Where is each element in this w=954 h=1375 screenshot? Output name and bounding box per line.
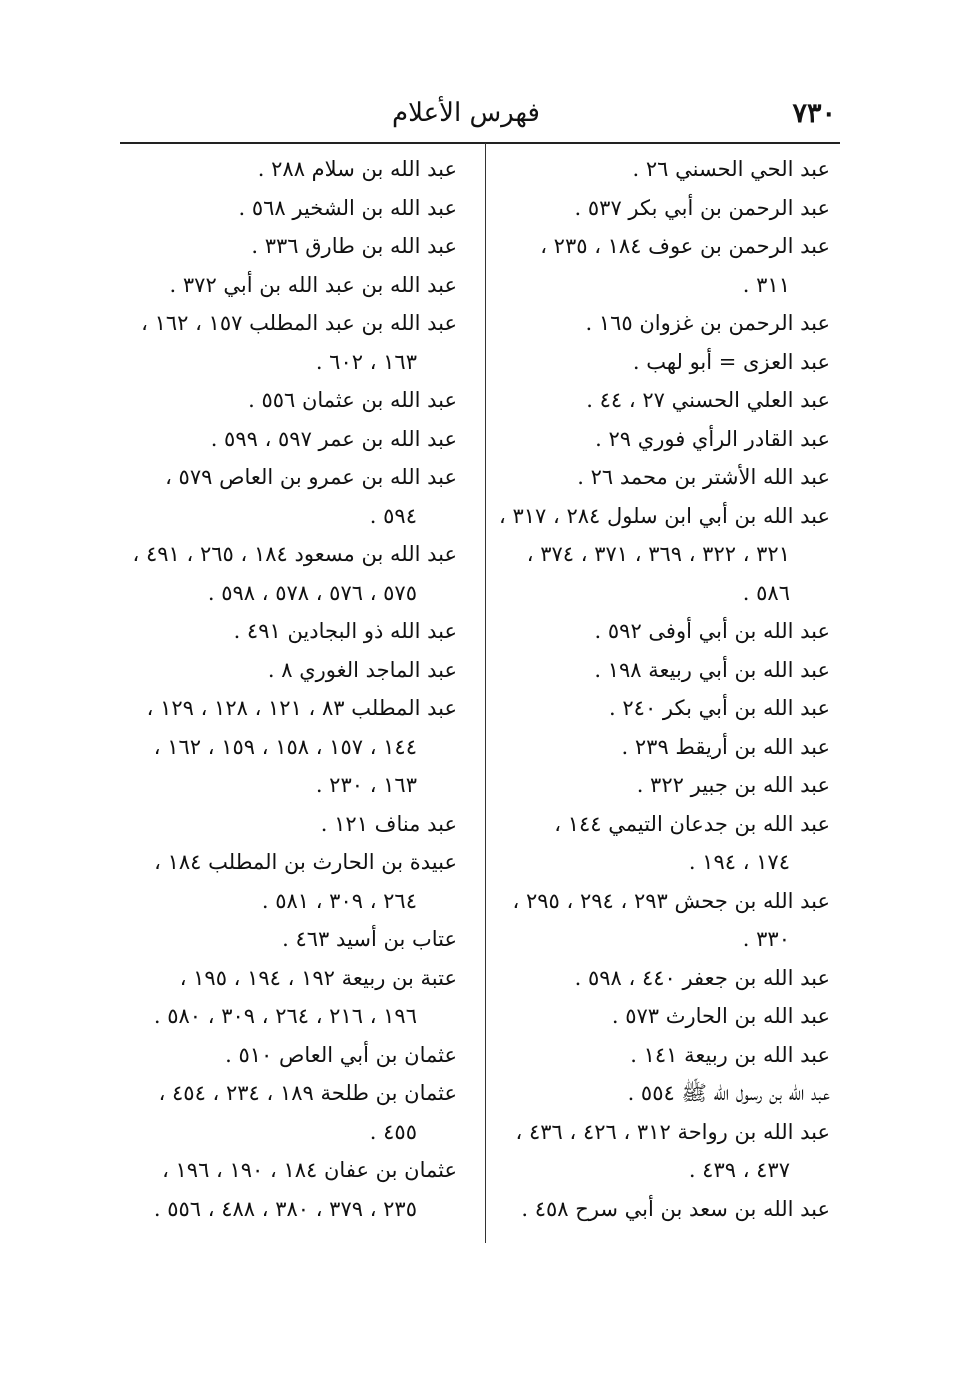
index-entry-line: عبد الرحمن بن غزوان ١٦٥ . [585, 311, 830, 335]
index-entry-line: عبد الله بن أبي بكر ٢٤٠ . [609, 696, 830, 720]
index-entry [498, 651, 830, 690]
index-entry [498, 1190, 830, 1229]
column-divider [485, 143, 486, 1243]
index-entry [127, 420, 457, 459]
index-entry [127, 227, 457, 266]
index-entry [127, 612, 457, 651]
index-entry-line: عبد الله بن مسعود ١٨٤ ، ٢٦٥ ، ٤٩١ ، [132, 542, 457, 566]
header-rule [120, 142, 840, 144]
index-entry [498, 1036, 830, 1075]
index-entry-line: عبد الماجد الغوري ٨ . [267, 657, 457, 682]
index-entry-continuation: ١٧٤ ، ١٩٤ . [688, 850, 790, 874]
index-entry [498, 959, 830, 998]
index-entry [498, 227, 830, 304]
index-entry-line: عثمان بن طلحة ١٨٩ ، ٢٣٤ ، ٤٥٤ ، [158, 1081, 457, 1105]
index-entry-line: عبد الرحمن بن عوف ١٨٤ ، ٢٣٥ ، [540, 234, 830, 258]
index-entry [498, 189, 830, 228]
index-entry-line: عبد الله بن رواحة ٣١٢ ، ٤٢٦ ، ٤٣٦ ، [515, 1119, 830, 1144]
index-entry-continuation: ١٦٣ ، ٦٠٢ . [315, 349, 417, 374]
index-entry-line: عبد الله بن عمر ٥٩٧ ، ٥٩٩ . [210, 426, 457, 451]
index-entry [127, 458, 457, 535]
index-entry-line: عبد الله بن طارق ٣٣٦ . [251, 234, 457, 258]
index-entry [127, 805, 457, 844]
index-entry [498, 150, 830, 189]
index-entry [498, 420, 830, 459]
index-column-right [498, 150, 830, 1228]
index-entry [127, 381, 457, 420]
index-entry-line: عبد الحي الحسني ٢٦ . [632, 157, 830, 181]
index-entry [127, 689, 457, 805]
index-entry-line: عبد العلي الحسني ٢٧ ، ٤٤ . [586, 388, 830, 412]
index-entry [498, 766, 830, 805]
index-entry-line: عبد الله بن جدعان التيمي ١٤٤ ، [554, 811, 830, 836]
index-column-left [127, 150, 457, 1228]
index-entry-continuation: ١٩٦ ، ٢١٦ ، ٢٦٤ ، ٣٠٩ ، ٥٨٠ . [153, 1004, 417, 1028]
index-entry-line: عبد الله ذو البجادين ٤٩١ . [233, 619, 457, 643]
index-entry-line: عبد الله بن سلام ٢٨٨ . [257, 157, 457, 181]
page-header [120, 92, 840, 138]
index-entry-continuation: ٥٩٤ . [369, 503, 417, 528]
index-entry-line: عبد القادر الرأي فوري ٢٩ . [595, 426, 830, 451]
index-entry [498, 1074, 830, 1113]
index-entry [498, 612, 830, 651]
index-entry [498, 304, 830, 343]
index-entry-continuation: ١٤٤ ، ١٥٧ ، ١٥٨ ، ١٥٩ ، ١٦٢ ، [153, 734, 417, 759]
index-entry [498, 997, 830, 1036]
index-entry-line: عثمان بن عفان ١٨٤ ، ١٩٠ ، ١٩٦ ، [162, 1158, 457, 1182]
index-entry-line: عبد الله بن عثمان ٥٥٦ . [248, 388, 457, 412]
index-entry-continuation: ٣١١ . [742, 272, 790, 297]
index-entry-line: عبيدة بن الحارث بن المطلب ١٨٤ ، [154, 850, 457, 874]
index-entry-continuation: ٤٥٥ . [369, 1119, 417, 1144]
index-entry [498, 381, 830, 420]
index-entry-line: عبد الله بن سعد بن أبي سرح ٤٥٨ . [521, 1196, 830, 1221]
index-entry-line: عبد العزى = أبو لهب . [632, 349, 830, 374]
index-entry-line: عبد الله بن الحارث ٥٧٣ . [611, 1004, 830, 1028]
index-entry [127, 1151, 457, 1228]
index-entry-line: عبد الله بن عمرو بن العاص ٥٧٩ ، [165, 465, 457, 489]
index-entry-line: عبد الله بن أبي ربيعة ١٩٨ . [594, 657, 830, 682]
index-entry [498, 689, 830, 728]
index-entry-line: عتبة بن ربيعة ١٩٢ ، ١٩٤ ، ١٩٥ ، [179, 965, 457, 990]
index-entry-continuation: ٥٧٥ ، ٥٧٦ ، ٥٧٨ ، ٥٩٨ . [207, 580, 417, 605]
index-entry-line: عبد المطلب ٨٣ ، ١٢١ ، ١٢٨ ، ١٢٩ ، [146, 696, 457, 720]
index-entry-line: عثمان بن أبي العاص ٥١٠ . [225, 1042, 457, 1067]
index-entry-line: عبد الله بن أريقط ٢٣٩ . [621, 734, 830, 759]
index-entry-line: عبد الله بن الشخير ٥٦٨ . [238, 195, 457, 220]
index-entry-line: عبد الله بن جعفر ٤٤٠ ، ٥٩٨ . [574, 965, 830, 990]
index-entry [498, 343, 830, 382]
index-entry-line: عبد الله بن رسول الله ﷺ ٥٥٤ . [627, 1081, 830, 1105]
index-entry-line: عبد الله بن أبي ابن سلول ٢٨٤ ، ٣١٧ ، [499, 503, 830, 528]
index-entry [498, 497, 830, 613]
index-entry-line: عبد الله الأشتر بن محمد ٢٦ . [577, 465, 830, 489]
index-entry [498, 458, 830, 497]
index-entry-continuation: ٤٣٧ ، ٤٣٩ . [688, 1158, 790, 1182]
index-entry [127, 651, 457, 690]
index-entry [498, 728, 830, 767]
page-number: ٧٣٠ [792, 98, 836, 129]
index-entry-line: عبد مناف ١٢١ . [320, 811, 457, 836]
index-entry-line: عبد الله بن جبير ٣٢٢ . [636, 773, 830, 797]
index-entry [127, 1074, 457, 1151]
index-entry-line: عبد الله بن أبي أوفى ٥٩٢ . [594, 619, 830, 643]
index-entry-line: عبد الله بن جحش ٢٩٣ ، ٢٩٤ ، ٢٩٥ ، [512, 888, 830, 913]
index-entry-continuation: ٢٣٥ ، ٣٧٩ ، ٣٨٠ ، ٤٨٨ ، ٥٥٦ . [153, 1196, 417, 1221]
index-entry-continuation: ٣٣٠ . [742, 927, 790, 951]
index-entry [127, 150, 457, 189]
index-entry [127, 920, 457, 959]
index-entry [127, 1036, 457, 1075]
index-entry [127, 304, 457, 381]
index-entry-line: عتاب بن أسيد ٤٦٣ . [282, 927, 457, 951]
index-entry-line: عبد الله بن عبد المطلب ١٥٧ ، ١٦٢ ، [141, 311, 457, 335]
index-entry [498, 1113, 830, 1190]
index-entry [127, 535, 457, 612]
index-entry [498, 805, 830, 882]
index-entry [127, 843, 457, 920]
index-entry-line: عبد الله بن ربيعة ١٤١ . [630, 1042, 830, 1067]
index-entry-continuation: ٢٦٤ ، ٣٠٩ ، ٥٨١ . [261, 888, 417, 913]
index-entry-continuation: ١٦٣ ، ٢٣٠ . [315, 773, 417, 797]
index-entry-continuation: ٣٢١ ، ٣٢٢ ، ٣٦٩ ، ٣٧١ ، ٣٧٤ ، [526, 542, 790, 566]
index-entry [127, 266, 457, 305]
index-entry [127, 189, 457, 228]
index-entry [127, 959, 457, 1036]
index-entry-continuation: ٥٨٦ . [742, 580, 790, 605]
index-entry-line: عبد الرحمن بن أبي بكر ٥٣٧ . [574, 195, 830, 220]
page-title: فهرس الأعلام [392, 98, 540, 128]
index-entry-line: عبد الله بن عبد الله بن أبي ٣٧٢ . [169, 272, 457, 297]
index-entry [498, 882, 830, 959]
